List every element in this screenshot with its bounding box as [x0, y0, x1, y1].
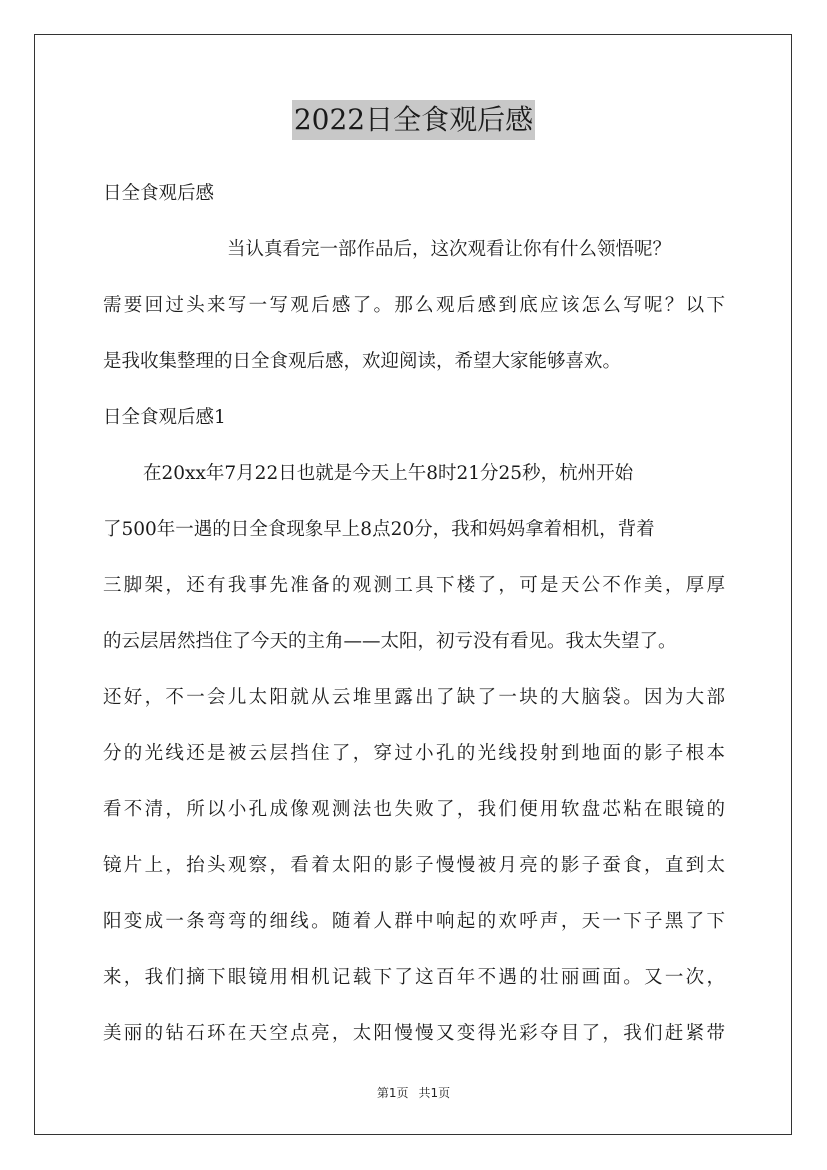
paragraph-line: 分的光线还是被云层挡住了，穿过小孔的光线投射到地面的影子根本 — [103, 743, 725, 764]
paragraph-line: 看不清，所以小孔成像观测法也失败了，我们便用软盘芯粘在眼镜的 — [103, 799, 725, 820]
paragraph-line: 的云层居然挡住了今天的主角——太阳，初亏没有看见。我太失望了。 — [103, 631, 677, 652]
page-footer — [0, 1084, 827, 1101]
paragraph-line: 镜片上，抬头观察，看着太阳的影子慢慢被月亮的影子蚕食，直到太 — [103, 855, 725, 876]
section-heading: 日全食观后感1 — [103, 407, 226, 428]
title-wrapper — [0, 100, 827, 140]
paragraph-line: 三脚架，还有我事先准备的观测工具下楼了，可是天公不作美，厚厚 — [103, 575, 725, 596]
page-number: 第1页 — [376, 1086, 409, 1100]
paragraph-line: 需要回过头来写一写观后感了。那么观后感到底应该怎么写呢？以下 — [103, 295, 725, 316]
paragraph-line: 是我收集整理的日全食观后感，欢迎阅读，希望大家能够喜欢。 — [103, 351, 622, 372]
paragraph-line: 阳变成一条弯弯的细线。随着人群中响起的欢呼声，天一下子黑了下 — [103, 911, 725, 932]
document-body — [103, 176, 743, 1072]
paragraph-line: 美丽的钻石环在天空点亮，太阳慢慢又变得光彩夺目了，我们赶紧带 — [103, 1023, 725, 1044]
paragraph-line: 在20xx年7月22日也就是今天上午8时21分25秒，杭州开始 — [143, 463, 634, 484]
paragraph-line: 了500年一遇的日全食现象早上8点20分，我和妈妈拿着相机，背着 — [103, 519, 655, 540]
section-heading: 日全食观后感 — [103, 183, 215, 204]
page-total: 共1页 — [418, 1086, 451, 1100]
document-title: 2022日全食观后感 — [292, 100, 535, 140]
paragraph-line: 还好，不一会儿太阳就从云堆里露出了缺了一块的大脑袋。因为大部 — [103, 687, 725, 708]
paragraph-line: 来，我们摘下眼镜用相机记载下了这百年不遇的壮丽画面。又一次， — [103, 967, 725, 988]
paragraph-line: 当认真看完一部作品后，这次观看让你有什么领悟呢？ — [227, 239, 672, 260]
